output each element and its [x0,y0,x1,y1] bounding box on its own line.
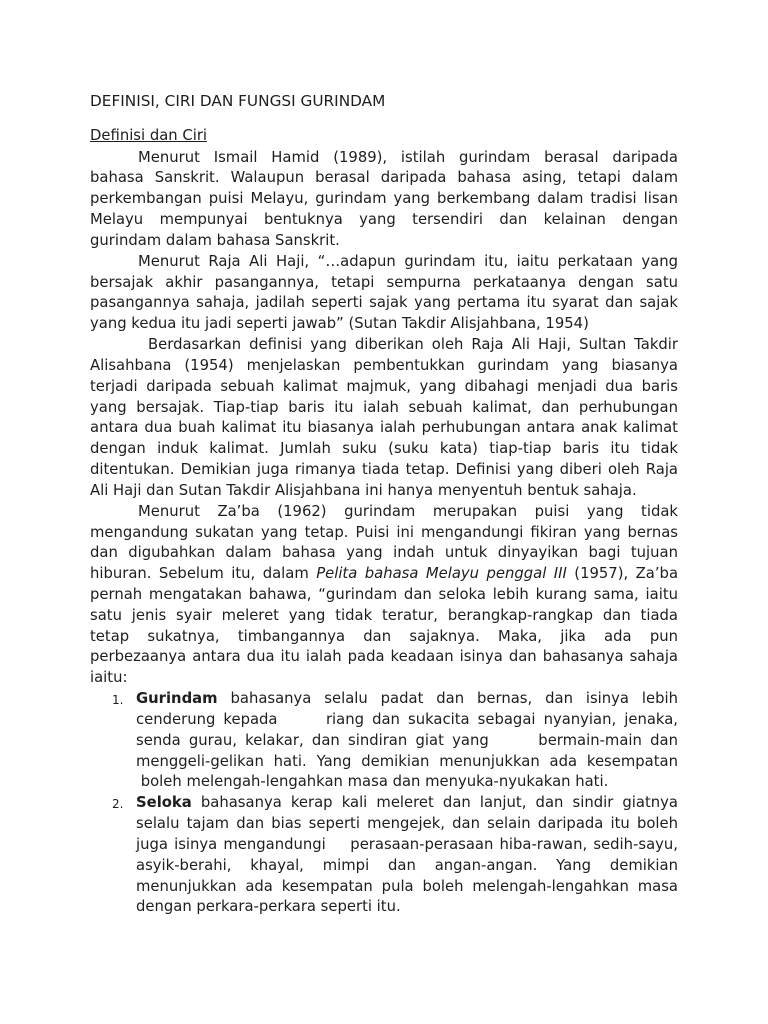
text-line: tetap sukatnya, timbangannya dan sajaknya. Maka, jika ada pun [90,627,678,645]
text-line: pasangannya sahaja, jadilah seperti sajak yang pertama itu syarat dan sajak [90,294,678,312]
text-line [90,564,678,585]
text-segment: bahasanya selalu padat dan bernas, dan isinya lebih [217,690,678,708]
text-line: yang kedua itu jadi seperti jawab” (Sutan Takdir Alisjahbana, 1954) [90,315,589,333]
text-line: selalu tajam dan bias seperti mengejek, dan selain daripada itu boleh [136,815,678,833]
text-line: asyik-berahi, khayal, mimpi dan angan-angan. Yang demikian [136,856,678,874]
text-line: juga isinya mengandungi perasaan-perasaan hiba-rawan, sedih-sayu, [136,835,678,853]
text-line: bahasa Sanskrit. Walaupun berasal daripada bahasa asing, tetapi dalam [90,169,678,187]
paragraph [90,252,678,335]
section-heading: Definisi dan Ciri [90,127,208,144]
text-line: boleh melengah-lengahkan masa dan menyuka-nyukakan hati. [136,773,609,791]
text-line: menunjukkan ada kesempatan pula boleh melengah-lengahkan masa [136,877,678,895]
document-body [90,148,678,919]
text-segment: bahasanya kerap kali meleret dan lanjut, dan sindir giatnya [191,794,678,812]
text-line: senda gurau, kelakar, dan sindiran giat yang bermain-main dan [136,731,678,749]
text-line: terjadi daripada sebuah kalimat majmuk, yang dibahagi menjadi dua baris [90,377,678,395]
text-line: antara dua buah kalimat itu biasanya ialah perhubungan antara anak kalimat [90,419,678,437]
text-line: cenderung kepada riang dan sukacita sebagai nyanyian, jenaka, [136,710,678,728]
text-line: Menurut Raja Ali Haji, “…adapun gurindam itu, iaitu perkataan yang [138,252,678,270]
text-line: perbezaanya antara dua itu ialah pada keadaan isinya dan bahasanya sahaja [90,648,678,666]
text-line: mengandung sukatan yang tetap. Puisi ini mengandungi fikiran yang bernas [90,523,678,541]
list-number: 2. [112,797,124,812]
text-line: Melayu mempunyai bentuknya yang tersendiri dan kelainan dengan [90,211,678,229]
document-title: DEFINISI, CIRI DAN FUNGSI GURINDAM [90,92,386,110]
text-line: dengan perkara-perkara seperti itu. [136,898,401,916]
paragraph [90,502,678,689]
text-line: Menurut Za’ba (1962) gurindam merupakan puisi yang tidak [138,502,678,520]
text-line: satu jenis syair meleret yang tidak teratur, berangkap-rangkap dan tiada [90,606,678,624]
text-line: perkembangan puisi Melayu, gurindam yang berkembang dalam tradisi lisan [90,190,678,208]
text-line: Alisahbana (1954) menjelaskan pembentukkan gurindam yang biasanya [90,356,678,374]
paragraph [90,148,678,252]
text-line: iaitu: [90,669,128,687]
list-term: Gurindam [136,690,218,708]
text-segment: hiburan. Sebelum itu, dalam [90,565,317,583]
text-line [90,689,678,710]
text-line: menggeli-gelikan hati. Yang demikian menunjukkan ada kesempatan [136,752,678,770]
list-number: 1. [112,693,124,708]
text-segment: (1957), Za’ba [566,565,679,583]
text-line [90,793,678,814]
list-item [90,689,678,793]
text-line: ditentukan. Demikian juga rimanya tiada tetap. Definisi yang diberi oleh Raja [90,461,678,479]
italic-book-title: Pelita bahasa Melayu penggal III [316,565,567,583]
text-line: pernah mengatakan bahawa, “gurindam dan seloka lebih kurang sama, iaitu [90,585,678,603]
paragraph [90,335,678,502]
numbered-list [90,689,678,918]
list-term: Seloka [136,794,192,812]
text-line: Ali Haji dan Sutan Takdir Alisjahbana ini hanya menyentuh bentuk sahaja. [90,481,637,499]
list-item [90,793,678,918]
text-line: dan digubahkan dalam bahasa yang indah untuk dinyayikan bagi tujuan [90,544,678,562]
text-line: gurindam dalam bahasa Sanskrit. [90,231,340,249]
text-line: Menurut Ismail Hamid (1989), istilah gurindam berasal daripada [138,148,678,166]
text-line: Berdasarkan definisi yang diberikan oleh Raja Ali Haji, Sultan Takdir [148,336,678,354]
text-line: dengan induk kalimat. Jumlah suku (suku kata) tiap-tiap baris itu tidak [90,440,678,458]
text-line: yang bersajak. Tiap-tiap baris itu ialah sebuah kalimat, dan perhubungan [90,398,678,416]
text-line: bersajak akhir pasangannya, tetapi sempurna perkataanya dengan satu [90,273,678,291]
